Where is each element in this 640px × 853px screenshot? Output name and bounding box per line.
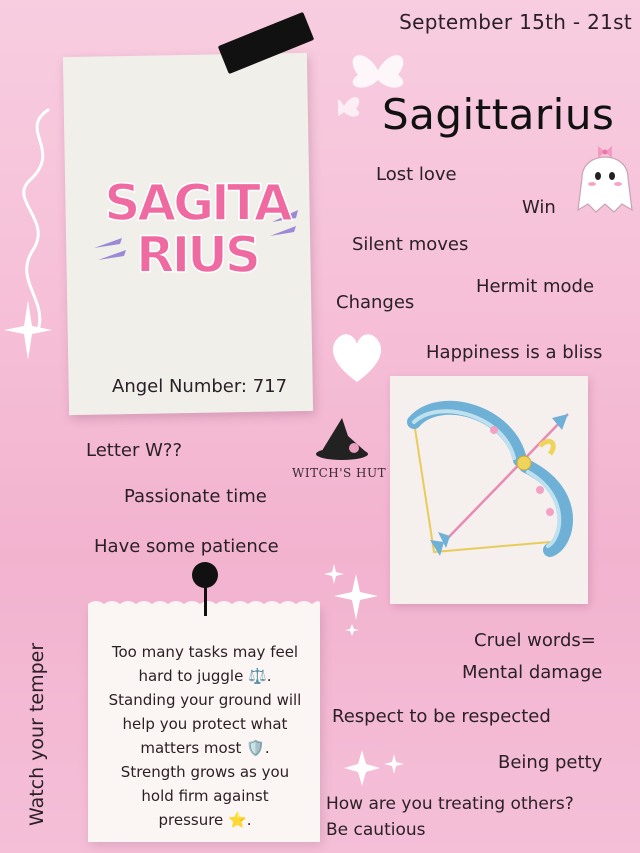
keyword-cautious: Be cautious: [326, 820, 426, 840]
witch-hat-icon: [312, 414, 372, 464]
sparkle-icon: [4, 300, 52, 360]
keyword-lost-love: Lost love: [376, 164, 457, 185]
date-range: September 15th - 21st: [399, 10, 632, 34]
advice-line: pressure ⭐.: [158, 811, 252, 829]
watermark-text: WITCH'S HUT: [292, 466, 387, 480]
keyword-letter: Letter W??: [86, 440, 183, 461]
logo-line1: SAGITA: [104, 174, 290, 232]
side-note-vertical: Watch your temper: [26, 642, 48, 826]
advice-text: [94, 640, 316, 832]
keyword-hermit-mode: Hermit mode: [476, 276, 595, 297]
advice-line: Strength grows as you: [120, 763, 290, 781]
bow-arrow-illustration: [400, 392, 580, 582]
keyword-treating: How are you treating others?: [326, 794, 574, 814]
keyword-petty: Being petty: [498, 752, 603, 773]
logo-line2: RIUS: [136, 226, 258, 284]
pin-icon: [192, 562, 218, 588]
sparkle-pair-icon: [344, 748, 408, 788]
swirl-decoration: [8, 100, 68, 360]
heart-icon: [328, 328, 386, 386]
keyword-respect: Respect to be respected: [332, 706, 551, 727]
keyword-happiness: Happiness is a bliss: [426, 342, 603, 363]
keyword-cruel-words: Cruel words=: [474, 630, 596, 651]
keyword-passionate: Passionate time: [124, 486, 267, 507]
star-cluster-icon: [322, 564, 386, 636]
ghost-icon: [574, 138, 636, 216]
angel-number: Angel Number: 717: [112, 376, 288, 397]
advice-line: Too many tasks may feel: [111, 643, 299, 661]
advice-line: hard to juggle ⚖️.: [138, 667, 272, 685]
advice-line: help you protect what: [122, 715, 288, 733]
keyword-silent-moves: Silent moves: [352, 234, 469, 255]
keyword-mental-damage: Mental damage: [462, 662, 603, 683]
keyword-changes: Changes: [336, 292, 415, 313]
advice-line: matters most 🛡️.: [140, 739, 270, 757]
keyword-win: Win: [522, 197, 556, 218]
advice-line: hold firm against: [141, 787, 269, 805]
page-title: Sagittarius: [382, 90, 615, 139]
keyword-patience: Have some patience: [94, 536, 279, 557]
sagittarius-logo: [92, 160, 302, 310]
advice-line: Standing your ground will: [108, 691, 302, 709]
